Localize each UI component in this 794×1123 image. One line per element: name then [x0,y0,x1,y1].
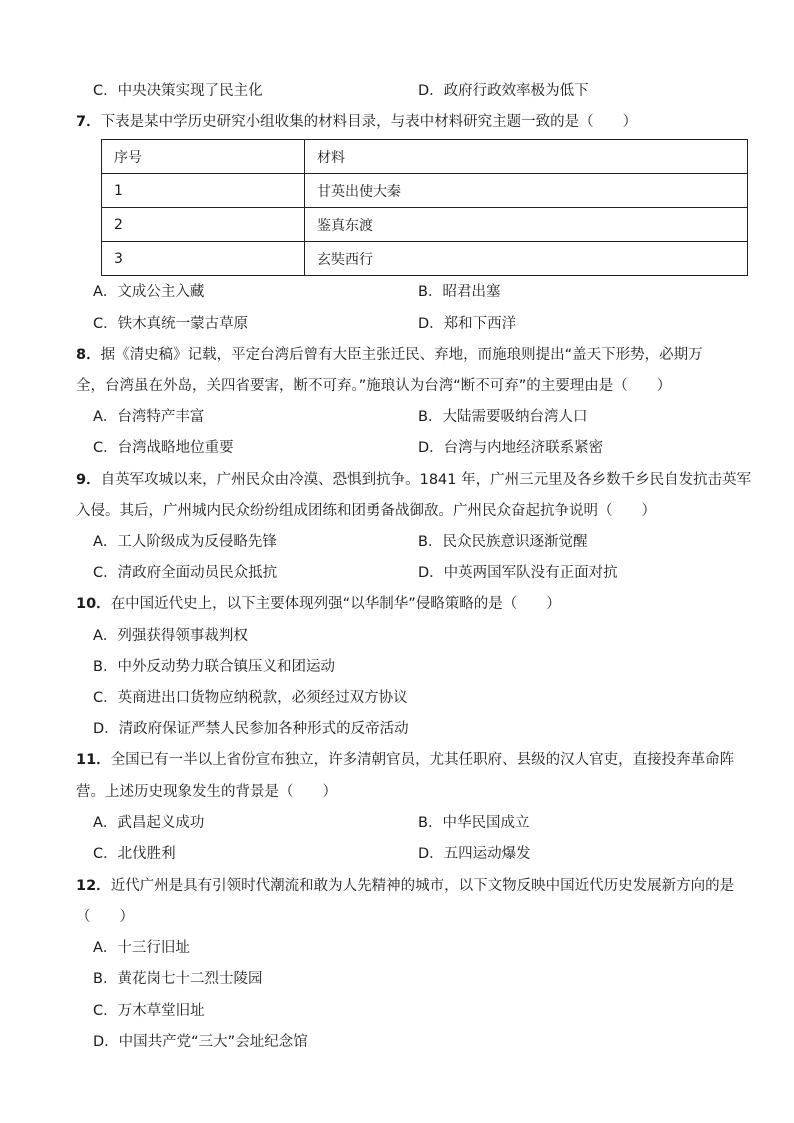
table-cell: 鉴真东渡 [305,208,748,242]
q11-option-c: C．北伐胜利 [93,846,176,862]
question-9 [76,470,751,490]
question-7 [76,112,637,132]
q10-option-b: B．中外反动势力联合镇压义和团运动 [93,659,335,675]
question-11 [76,750,734,770]
question-number: 10． [76,596,111,612]
table-header-row [102,140,748,174]
table-cell: 1 [102,174,305,208]
q8-option-d: D．台湾与内地经济联系紧密 [418,440,604,456]
q12-option-d: D．中国共产党“三大”会址纪念馆 [93,1034,308,1050]
question-stem: 近代广州是具有引领时代潮流和敢为人先精神的城市，以下文物反映中国近代历史发展新方向的是 [110,878,735,894]
q12-option-a: A．十三行旧址 [93,940,190,956]
q12-option-c: C．万木草堂旧址 [93,1003,205,1019]
table-cell: 2 [102,208,305,242]
question-stem-continued: 营。上述历史现象发生的背景是（ ） [76,784,337,800]
table-cell: 3 [102,242,305,276]
q8-option-c: C．台湾战略地位重要 [93,440,234,456]
question-number: 11． [76,752,111,768]
q11-option-b: B．中华民国成立 [418,815,530,831]
question-number: 12． [76,878,111,894]
question-stem: 据《清史稿》记载，平定台湾后曾有大臣主张迁民、弃地，而施琅则提出“盖天下形势，必期万 [100,347,703,363]
question-number: 7． [76,114,101,130]
question-stem-continued: （ ） [76,909,134,925]
table-cell: 甘英出使大秦 [305,174,748,208]
q9-option-b: B．民众民族意识逐渐觉醒 [418,534,588,550]
q11-option-d: D．五四运动爆发 [418,846,531,862]
q12-option-b: B．黄花岗七十二烈士陵园 [93,971,263,987]
table-header-cell: 材料 [305,140,748,174]
q9-option-c: C．清政府全面动员民众抵抗 [93,565,278,581]
question-number: 9． [76,472,101,488]
q9-option-a: A．工人阶级成为反侵略先锋 [93,534,277,550]
materials-table [101,139,748,276]
q10-option-c: C．英商进出口货物应纳税款，必须经过双方协议 [93,690,408,706]
table-header-cell: 序号 [102,140,305,174]
q10-option-d: D．清政府保证严禁人民参加各种形式的反帝活动 [93,721,409,737]
table-cell: 玄奘西行 [305,242,748,276]
question-12 [76,876,734,896]
q8-option-b: B．大陆需要吸纳台湾人口 [418,409,588,425]
question-stem: 下表是某中学历史研究小组收集的材料目录，与表中材料研究主题一致的是（ ） [100,114,638,130]
question-stem: 全国已有一半以上省份宣布独立，许多清朝官员，尤其任职府、县级的汉人官吏，直接投奔革命阵 [110,752,735,768]
question-stem: 自英军攻城以来，广州民众由冷漠、恐惧到抗争。1841 年，广州三元里及各乡数千乡民自发抗击英军 [100,472,752,488]
q11-option-a: A．武昌起义成功 [93,815,205,831]
question-stem-continued: 全，台湾虽在外岛，关四省要害，断不可弃。”施琅认为台湾“断不可弃”的主要理由是（ ） [76,378,672,394]
q7-option-c: C．铁木真统一蒙古草原 [93,316,249,332]
table-row [102,174,748,208]
question-stem: 在中国近代史上，以下主要体现列强“以华制华”侵略策略的是（ ） [110,596,561,612]
q7-option-a: A．文成公主入藏 [93,284,205,300]
q8-option-a: A．台湾特产丰富 [93,409,205,425]
q7-option-d: D．郑和下西洋 [418,316,517,332]
question-10 [76,594,561,614]
question-number: 8． [76,347,101,363]
question-stem-continued: 入侵。其后，广州城内民众纷纷组成团练和团勇备战御敌。广州民众奋起抗争说明（ ） [76,503,656,519]
q6-option-c: C．中央决策实现了民主化 [93,83,263,99]
q7-option-b: B．昭君出塞 [418,284,501,300]
table-row [102,208,748,242]
q9-option-d: D．中英两国军队没有正面对抗 [418,565,618,581]
table-row [102,242,748,276]
question-8 [76,345,703,365]
q6-option-d: D．政府行政效率极为低下 [418,83,589,99]
q10-option-a: A．列强获得领事裁判权 [93,628,248,644]
